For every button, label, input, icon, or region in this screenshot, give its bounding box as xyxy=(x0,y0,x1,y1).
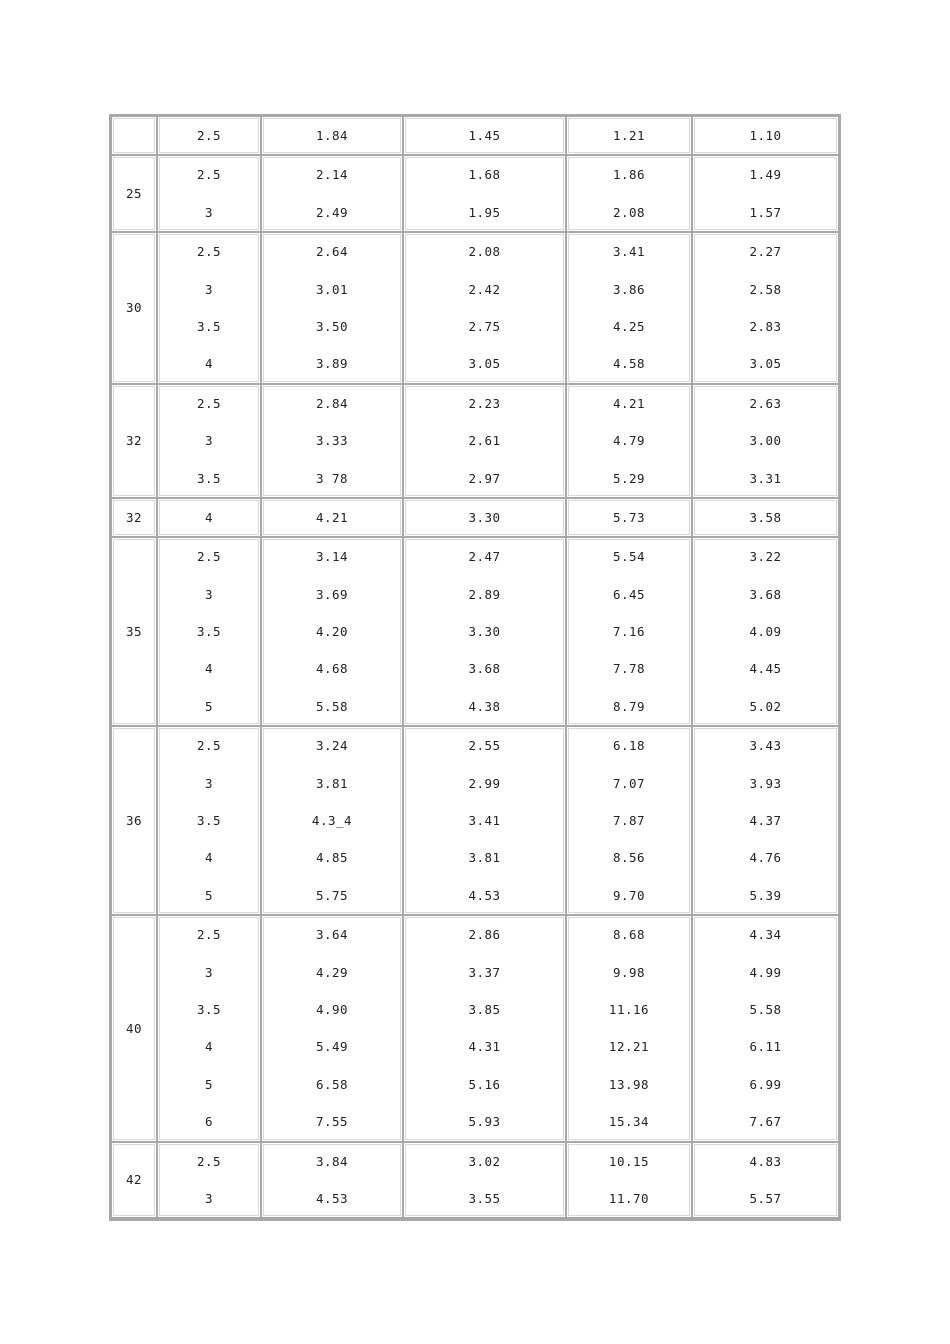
cell-value: 4.29 xyxy=(315,964,349,980)
cell-value: 2.49 xyxy=(315,204,349,220)
cell-value: 2.99 xyxy=(468,775,501,791)
value-cell-column-1 xyxy=(157,232,261,384)
cell-value: 4.20 xyxy=(315,624,349,640)
value-cell-column-3 xyxy=(403,537,566,726)
cell-value: 6.18 xyxy=(612,738,646,754)
cell-value: 1.45 xyxy=(468,128,501,143)
cell-value: 3.86 xyxy=(612,281,646,297)
cell-value: 1.86 xyxy=(612,167,646,183)
cell-value: 4 xyxy=(204,661,214,677)
cell-value: 1.95 xyxy=(468,204,501,220)
value-cell-column-1 xyxy=(157,537,261,726)
cell-value: 3.50 xyxy=(315,318,349,334)
cell-value: 3 xyxy=(204,1190,214,1206)
value-cell-column-1 xyxy=(157,498,261,537)
cell-value: 3.00 xyxy=(749,433,782,449)
cell-value: 3.69 xyxy=(315,586,349,602)
cell-value: 4.53 xyxy=(315,1190,349,1206)
cell-value: 3 xyxy=(204,281,214,297)
value-cell-column-4 xyxy=(566,1142,692,1219)
cell-value: 3.55 xyxy=(468,1190,501,1206)
cell-value: 5.58 xyxy=(749,1001,782,1017)
value-cell-column-1 xyxy=(157,384,261,498)
value-cell-column-1 xyxy=(157,1142,261,1219)
cell-value: 3.05 xyxy=(468,356,501,372)
cell-value: 3.64 xyxy=(315,927,349,943)
group-label: 40 xyxy=(125,1020,143,1036)
cell-value: 3 xyxy=(204,586,214,602)
value-cell-column-3 xyxy=(403,155,566,232)
table-row-group xyxy=(111,1142,839,1219)
table-row-group xyxy=(111,537,839,726)
value-cell-column-3 xyxy=(403,498,566,537)
cell-value: 9.70 xyxy=(612,887,646,903)
cell-value: 3.33 xyxy=(315,433,349,449)
cell-value: 1.10 xyxy=(749,128,782,143)
value-cell-column-4 xyxy=(566,915,692,1141)
value-cell-column-5 xyxy=(692,537,839,726)
value-cell-column-2 xyxy=(261,232,403,384)
cell-value: 2.58 xyxy=(749,281,782,297)
table-row-group xyxy=(111,232,839,384)
cell-value: 7.16 xyxy=(612,624,646,640)
cell-value: 3.58 xyxy=(749,509,782,525)
value-cell-column-2 xyxy=(261,155,403,232)
value-cell-column-5 xyxy=(692,726,839,915)
value-cell-column-1 xyxy=(157,155,261,232)
table-row-group xyxy=(111,726,839,915)
cell-value: 2.89 xyxy=(468,586,501,602)
cell-value: 6.11 xyxy=(749,1039,782,1055)
cell-value: 4.09 xyxy=(749,624,782,640)
group-label-cell xyxy=(111,155,157,232)
value-cell-column-5 xyxy=(692,232,839,384)
table-row-group xyxy=(111,915,839,1141)
cell-value: 2.08 xyxy=(612,204,646,220)
value-cell-column-4 xyxy=(566,116,692,155)
cell-value: 5.73 xyxy=(612,509,646,525)
cell-value: 12.21 xyxy=(608,1039,650,1055)
cell-value: 3.02 xyxy=(468,1153,501,1169)
cell-value: 3.68 xyxy=(749,586,782,602)
cell-value: 3.5 xyxy=(196,318,222,334)
cell-value: 13.98 xyxy=(608,1076,650,1092)
group-label-cell xyxy=(111,384,157,498)
table-row-group xyxy=(111,116,839,155)
cell-value: 3.31 xyxy=(749,470,782,486)
cell-value: 3.81 xyxy=(468,850,501,866)
cell-value: 5.75 xyxy=(315,887,349,903)
cell-value: 2.55 xyxy=(468,738,501,754)
group-label: 35 xyxy=(125,624,143,640)
cell-value: 4.45 xyxy=(749,661,782,677)
cell-value: 3.5 xyxy=(196,470,222,486)
value-cell-column-4 xyxy=(566,384,692,498)
cell-value: 4.85 xyxy=(315,850,349,866)
cell-value: 4.83 xyxy=(749,1153,782,1169)
cell-value: 4.21 xyxy=(315,509,349,525)
cell-value: 1.21 xyxy=(612,128,646,143)
value-cell-column-5 xyxy=(692,155,839,232)
value-cell-column-2 xyxy=(261,498,403,537)
cell-value: 2.14 xyxy=(315,167,349,183)
data-table xyxy=(109,114,841,1221)
table-row-group xyxy=(111,384,839,498)
cell-value: 4.3_4 xyxy=(311,813,353,829)
cell-value: 3.41 xyxy=(612,244,646,260)
value-cell-column-5 xyxy=(692,915,839,1141)
value-cell-column-1 xyxy=(157,726,261,915)
cell-value: 7.78 xyxy=(612,661,646,677)
cell-value: 8.79 xyxy=(612,698,646,714)
value-cell-column-1 xyxy=(157,915,261,1141)
value-cell-column-2 xyxy=(261,915,403,1141)
cell-value: 2.97 xyxy=(468,470,501,486)
cell-value: 3.89 xyxy=(315,356,349,372)
cell-value: 3.37 xyxy=(468,964,501,980)
group-label: 25 xyxy=(125,186,143,202)
cell-value: 2.5 xyxy=(196,1153,222,1169)
value-cell-column-5 xyxy=(692,498,839,537)
value-cell-column-2 xyxy=(261,384,403,498)
value-cell-column-2 xyxy=(261,726,403,915)
cell-value: 3 xyxy=(204,204,214,220)
cell-value: 5.93 xyxy=(468,1114,501,1130)
value-cell-column-4 xyxy=(566,726,692,915)
cell-value: 5.16 xyxy=(468,1076,501,1092)
cell-value: 4.76 xyxy=(749,850,782,866)
cell-value: 2.42 xyxy=(468,281,501,297)
cell-value: 5.58 xyxy=(315,698,349,714)
group-label-cell xyxy=(111,1142,157,1219)
cell-value: 4.90 xyxy=(315,1001,349,1017)
cell-value: 5 xyxy=(204,887,214,903)
cell-value: 3.01 xyxy=(315,281,349,297)
cell-value: 11.16 xyxy=(608,1001,650,1017)
cell-value: 9.98 xyxy=(612,964,646,980)
cell-value: 3.5 xyxy=(196,1001,222,1017)
cell-value: 3.30 xyxy=(468,509,501,525)
value-cell-column-5 xyxy=(692,384,839,498)
cell-value: 3.41 xyxy=(468,813,501,829)
cell-value: 2.63 xyxy=(749,395,782,411)
cell-value: 6.99 xyxy=(749,1076,782,1092)
cell-value: 4.31 xyxy=(468,1039,501,1055)
cell-value: 2.5 xyxy=(196,927,222,943)
value-cell-column-2 xyxy=(261,537,403,726)
cell-value: 5.39 xyxy=(749,887,782,903)
cell-value: 2.86 xyxy=(468,927,501,943)
cell-value: 15.34 xyxy=(608,1114,650,1130)
group-label-cell xyxy=(111,537,157,726)
cell-value: 3.68 xyxy=(468,661,501,677)
cell-value: 1.84 xyxy=(315,128,349,143)
value-cell-column-4 xyxy=(566,232,692,384)
table-body xyxy=(111,116,839,1218)
cell-value: 4.34 xyxy=(749,927,782,943)
cell-value: 4 xyxy=(204,356,214,372)
value-cell-column-4 xyxy=(566,537,692,726)
cell-value: 2.84 xyxy=(315,395,349,411)
cell-value: 3.05 xyxy=(749,356,782,372)
cell-value: 3 xyxy=(204,964,214,980)
cell-value: 3.5 xyxy=(196,624,222,640)
group-label-cell xyxy=(111,116,157,155)
cell-value: 2.83 xyxy=(749,318,782,334)
group-label-cell xyxy=(111,915,157,1141)
cell-value: 4 xyxy=(204,509,214,525)
value-cell-column-5 xyxy=(692,116,839,155)
value-cell-column-1 xyxy=(157,116,261,155)
data-table-container xyxy=(109,114,841,1221)
cell-value: 4.25 xyxy=(612,318,646,334)
cell-value: 4.38 xyxy=(468,698,501,714)
value-cell-column-3 xyxy=(403,726,566,915)
cell-value: 5 xyxy=(204,698,214,714)
cell-value: 2.5 xyxy=(196,395,222,411)
cell-value: 7.07 xyxy=(612,775,646,791)
table-row-group xyxy=(111,498,839,537)
cell-value: 3 78 xyxy=(315,470,349,486)
cell-value: 7.55 xyxy=(315,1114,349,1130)
cell-value: 3.81 xyxy=(315,775,349,791)
cell-value: 4.53 xyxy=(468,887,501,903)
cell-value: 4.99 xyxy=(749,964,782,980)
cell-value: 6.45 xyxy=(612,586,646,602)
value-cell-column-4 xyxy=(566,155,692,232)
cell-value: 1.49 xyxy=(749,167,782,183)
cell-value: 3.5 xyxy=(196,813,222,829)
value-cell-column-3 xyxy=(403,116,566,155)
cell-value: 3.93 xyxy=(749,775,782,791)
cell-value: 3 xyxy=(204,433,214,449)
cell-value: 4.79 xyxy=(612,433,646,449)
cell-value: 2.75 xyxy=(468,318,501,334)
cell-value: 5.54 xyxy=(612,549,646,565)
group-label: 42 xyxy=(125,1172,143,1188)
group-label: 30 xyxy=(125,300,143,316)
cell-value: 4 xyxy=(204,850,214,866)
cell-value: 5 xyxy=(204,1076,214,1092)
cell-value: 3.30 xyxy=(468,624,501,640)
value-cell-column-2 xyxy=(261,1142,403,1219)
value-cell-column-3 xyxy=(403,232,566,384)
cell-value: 2.5 xyxy=(196,128,222,143)
cell-value: 3.43 xyxy=(749,738,782,754)
cell-value: 7.87 xyxy=(612,813,646,829)
cell-value: 2.23 xyxy=(468,395,501,411)
cell-value: 2.5 xyxy=(196,244,222,260)
value-cell-column-4 xyxy=(566,498,692,537)
cell-value: 2.5 xyxy=(196,549,222,565)
cell-value: 6.58 xyxy=(315,1076,349,1092)
cell-value: 3.85 xyxy=(468,1001,501,1017)
cell-value: 3.22 xyxy=(749,549,782,565)
group-label: 32 xyxy=(125,433,143,449)
cell-value: 6 xyxy=(204,1114,214,1130)
cell-value: 7.67 xyxy=(749,1114,782,1130)
table-row-group xyxy=(111,155,839,232)
value-cell-column-3 xyxy=(403,1142,566,1219)
cell-value: 3.84 xyxy=(315,1153,349,1169)
cell-value: 2.08 xyxy=(468,244,501,260)
group-label-cell xyxy=(111,726,157,915)
cell-value: 4.21 xyxy=(612,395,646,411)
cell-value: 4.37 xyxy=(749,813,782,829)
cell-value: 5.02 xyxy=(749,698,782,714)
cell-value: 5.29 xyxy=(612,470,646,486)
cell-value: 2.5 xyxy=(196,167,222,183)
cell-value: 5.57 xyxy=(749,1190,782,1206)
cell-value: 2.47 xyxy=(468,549,501,565)
cell-value: 2.64 xyxy=(315,244,349,260)
cell-value: 5.49 xyxy=(315,1039,349,1055)
cell-value: 2.5 xyxy=(196,738,222,754)
group-label: 32 xyxy=(125,510,143,526)
cell-value: 1.68 xyxy=(468,167,501,183)
group-label-cell xyxy=(111,498,157,537)
cell-value: 4.58 xyxy=(612,356,646,372)
cell-value: 3 xyxy=(204,775,214,791)
value-cell-column-3 xyxy=(403,915,566,1141)
cell-value: 1.57 xyxy=(749,204,782,220)
cell-value: 8.56 xyxy=(612,850,646,866)
value-cell-column-3 xyxy=(403,384,566,498)
group-label: 36 xyxy=(125,813,143,829)
cell-value: 4.68 xyxy=(315,661,349,677)
value-cell-column-5 xyxy=(692,1142,839,1219)
cell-value: 3.24 xyxy=(315,738,349,754)
cell-value: 2.27 xyxy=(749,244,782,260)
value-cell-column-2 xyxy=(261,116,403,155)
cell-value: 3.14 xyxy=(315,549,349,565)
group-label-cell xyxy=(111,232,157,384)
cell-value: 2.61 xyxy=(468,433,501,449)
cell-value: 10.15 xyxy=(608,1153,650,1169)
cell-value: 4 xyxy=(204,1039,214,1055)
cell-value: 8.68 xyxy=(612,927,646,943)
cell-value: 11.70 xyxy=(608,1190,650,1206)
